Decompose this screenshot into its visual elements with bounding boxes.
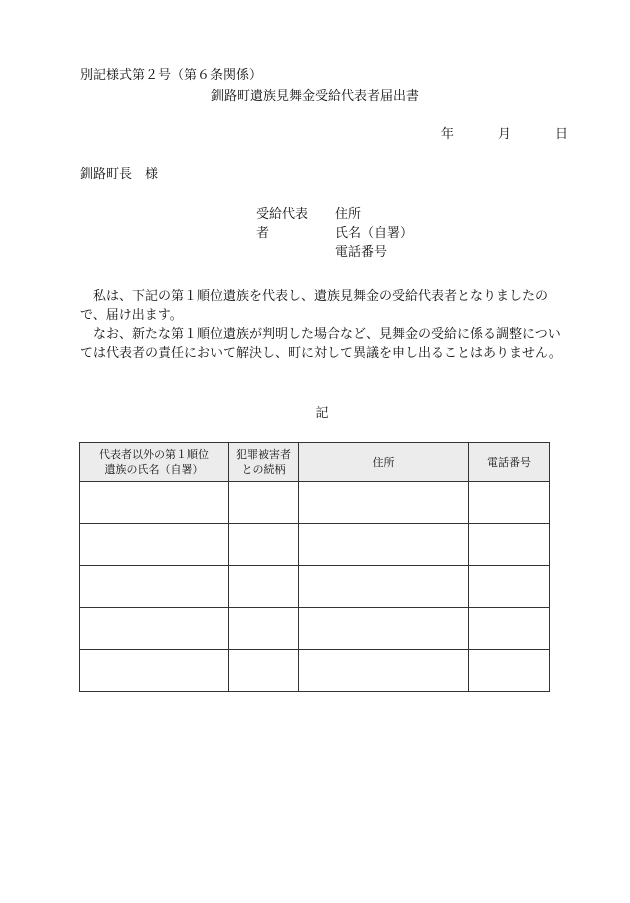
date-day-label: 日 [555,127,569,142]
cell-phone[interactable] [469,608,550,650]
table-row [80,566,550,608]
header-relationship-line1: 犯罪被害者 [236,448,291,461]
addressee: 釧路町長 様 [80,167,159,182]
name-label: 氏名（自署） [335,226,414,241]
header-phone [469,443,550,482]
date-month-label: 月 [498,127,512,142]
table-row [80,608,550,650]
date-year-label: 年 [441,127,455,142]
body-paragraph-2: なお、新たな第１順位遺族が判明した場合など、見舞金の受給に係る調整については代表者の責任において解決し、町に対して異議を申し出ることはありません。 [80,327,562,361]
cell-address[interactable] [299,608,469,650]
header-family-name-line2: 遺族の氏名（自署） [104,463,204,476]
phone-label: 電話番号 [335,245,388,260]
document-title: 釧路町遺族見舞金受給代表者届出書 [210,89,419,104]
cell-phone[interactable] [469,650,550,692]
cell-phone[interactable] [469,524,550,566]
cell-address[interactable] [299,566,469,608]
cell-address[interactable] [299,650,469,692]
cell-family-name[interactable] [80,524,229,566]
cell-relationship[interactable] [229,608,299,650]
header-relationship [229,443,299,482]
cell-address[interactable] [299,482,469,524]
header-family-name-line1: 代表者以外の第１順位 [99,448,209,461]
representative-label-continued: 者 [256,226,270,241]
table-row [80,482,550,524]
header-relationship-line2: との続柄 [241,463,286,476]
ki-heading: 記 [315,406,329,421]
address-label: 住所 [335,207,362,222]
cell-address[interactable] [299,524,469,566]
cell-family-name[interactable] [80,650,229,692]
cell-phone[interactable] [469,482,550,524]
header-address-label: 住所 [372,455,395,469]
cell-relationship[interactable] [229,566,299,608]
record-table [79,442,550,692]
header-family-name [80,443,229,482]
table-row [80,524,550,566]
cell-relationship[interactable] [229,650,299,692]
cell-phone[interactable] [469,566,550,608]
cell-family-name[interactable] [80,608,229,650]
cell-family-name[interactable] [80,566,229,608]
cell-family-name[interactable] [80,482,229,524]
cell-relationship[interactable] [229,524,299,566]
body-paragraph-1: 私は、下記の第１順位遺族を代表し、遺族見舞金の受給代表者となりましたので、届け出ます。 [80,289,549,323]
header-phone-label: 電話番号 [487,455,531,469]
table-header-row [80,443,550,482]
table-row [80,650,550,692]
form-number: 別記様式第２号（第６条関係） [80,68,263,83]
representative-label: 受給代表 [256,207,309,222]
cell-relationship[interactable] [229,482,299,524]
header-address [299,443,469,482]
